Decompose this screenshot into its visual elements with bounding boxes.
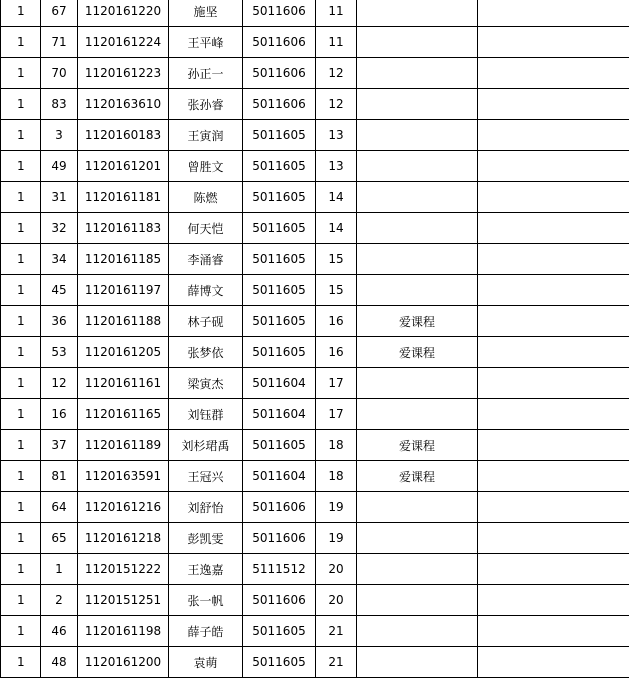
rank-cell: 16 <box>316 337 357 368</box>
extra-cell <box>478 58 629 89</box>
table-row <box>1 120 629 151</box>
rank-cell: 13 <box>316 151 357 182</box>
name-cell: 王冠兴 <box>169 461 243 492</box>
extra-cell <box>478 213 629 244</box>
note-cell <box>357 27 478 58</box>
extra-cell <box>478 585 629 616</box>
group-cell: 1 <box>1 58 41 89</box>
table-row <box>1 647 629 678</box>
class-cell: 5011606 <box>243 89 316 120</box>
group-cell: 1 <box>1 523 41 554</box>
student-id-cell: 1120160183 <box>78 120 169 151</box>
note-cell <box>357 0 478 27</box>
name-cell: 施坚 <box>169 0 243 27</box>
group-cell: 1 <box>1 461 41 492</box>
seq-cell: 83 <box>41 89 78 120</box>
seq-cell: 37 <box>41 430 78 461</box>
class-cell: 5011605 <box>243 151 316 182</box>
extra-cell <box>478 27 629 58</box>
student-id-cell: 1120161189 <box>78 430 169 461</box>
rank-cell: 19 <box>316 492 357 523</box>
name-cell: 刘钰群 <box>169 399 243 430</box>
name-cell: 何天恺 <box>169 213 243 244</box>
note-cell <box>357 368 478 399</box>
class-cell: 5011605 <box>243 244 316 275</box>
rank-cell: 21 <box>316 647 357 678</box>
rank-cell: 11 <box>316 0 357 27</box>
class-cell: 5011606 <box>243 27 316 58</box>
extra-cell <box>478 182 629 213</box>
extra-cell <box>478 492 629 523</box>
table-row <box>1 151 629 182</box>
seq-cell: 81 <box>41 461 78 492</box>
name-cell: 曾胜文 <box>169 151 243 182</box>
student-id-cell: 1120161183 <box>78 213 169 244</box>
rank-cell: 19 <box>316 523 357 554</box>
table-row <box>1 399 629 430</box>
student-id-cell: 1120161185 <box>78 244 169 275</box>
group-cell: 1 <box>1 275 41 306</box>
group-cell: 1 <box>1 213 41 244</box>
group-cell: 1 <box>1 492 41 523</box>
class-cell: 5011605 <box>243 337 316 368</box>
name-cell: 刘杉珺禹 <box>169 430 243 461</box>
extra-cell <box>478 368 629 399</box>
rank-cell: 20 <box>316 585 357 616</box>
student-id-cell: 1120161220 <box>78 0 169 27</box>
note-cell: 爱课程 <box>357 430 478 461</box>
seq-cell: 70 <box>41 58 78 89</box>
rank-cell: 12 <box>316 89 357 120</box>
class-cell: 5111512 <box>243 554 316 585</box>
note-cell <box>357 120 478 151</box>
class-cell: 5011606 <box>243 0 316 27</box>
rank-cell: 18 <box>316 430 357 461</box>
rank-cell: 13 <box>316 120 357 151</box>
name-cell: 彭凯雯 <box>169 523 243 554</box>
group-cell: 1 <box>1 647 41 678</box>
name-cell: 张一帆 <box>169 585 243 616</box>
group-cell: 1 <box>1 151 41 182</box>
seq-cell: 71 <box>41 27 78 58</box>
class-cell: 5011604 <box>243 461 316 492</box>
table-row <box>1 368 629 399</box>
name-cell: 王逸嘉 <box>169 554 243 585</box>
rank-cell: 14 <box>316 182 357 213</box>
note-cell <box>357 244 478 275</box>
student-id-cell: 1120161188 <box>78 306 169 337</box>
student-id-cell: 1120161224 <box>78 27 169 58</box>
seq-cell: 36 <box>41 306 78 337</box>
name-cell: 林子砚 <box>169 306 243 337</box>
seq-cell: 48 <box>41 647 78 678</box>
group-cell: 1 <box>1 0 41 27</box>
student-id-cell: 1120151251 <box>78 585 169 616</box>
student-id-cell: 1120163610 <box>78 89 169 120</box>
group-cell: 1 <box>1 368 41 399</box>
group-cell: 1 <box>1 27 41 58</box>
table-row <box>1 306 629 337</box>
seq-cell: 64 <box>41 492 78 523</box>
note-cell <box>357 492 478 523</box>
seq-cell: 31 <box>41 182 78 213</box>
student-id-cell: 1120163591 <box>78 461 169 492</box>
group-cell: 1 <box>1 337 41 368</box>
table-row <box>1 182 629 213</box>
name-cell: 刘舒怡 <box>169 492 243 523</box>
seq-cell: 1 <box>41 554 78 585</box>
group-cell: 1 <box>1 585 41 616</box>
class-cell: 5011604 <box>243 368 316 399</box>
rank-cell: 17 <box>316 368 357 399</box>
class-cell: 5011605 <box>243 213 316 244</box>
extra-cell <box>478 337 629 368</box>
note-cell <box>357 616 478 647</box>
class-cell: 5011604 <box>243 399 316 430</box>
extra-cell <box>478 647 629 678</box>
extra-cell <box>478 616 629 647</box>
extra-cell <box>478 89 629 120</box>
student-id-cell: 1120151222 <box>78 554 169 585</box>
rank-cell: 18 <box>316 461 357 492</box>
seq-cell: 46 <box>41 616 78 647</box>
extra-cell <box>478 120 629 151</box>
group-cell: 1 <box>1 430 41 461</box>
table-row <box>1 337 629 368</box>
class-cell: 5011606 <box>243 58 316 89</box>
name-cell: 梁寅杰 <box>169 368 243 399</box>
rank-cell: 17 <box>316 399 357 430</box>
extra-cell <box>478 306 629 337</box>
group-cell: 1 <box>1 120 41 151</box>
extra-cell <box>478 244 629 275</box>
class-cell: 5011605 <box>243 647 316 678</box>
seq-cell: 65 <box>41 523 78 554</box>
table-row <box>1 523 629 554</box>
note-cell: 爱课程 <box>357 337 478 368</box>
extra-cell <box>478 554 629 585</box>
seq-cell: 45 <box>41 275 78 306</box>
rank-cell: 21 <box>316 616 357 647</box>
student-id-cell: 1120161165 <box>78 399 169 430</box>
rank-cell: 15 <box>316 275 357 306</box>
extra-cell <box>478 275 629 306</box>
note-cell <box>357 399 478 430</box>
note-cell <box>357 585 478 616</box>
name-cell: 张孙睿 <box>169 89 243 120</box>
seq-cell: 34 <box>41 244 78 275</box>
table-row <box>1 585 629 616</box>
table-row <box>1 275 629 306</box>
class-cell: 5011606 <box>243 492 316 523</box>
name-cell: 王平峰 <box>169 27 243 58</box>
student-id-cell: 1120161218 <box>78 523 169 554</box>
name-cell: 袁萌 <box>169 647 243 678</box>
seq-cell: 53 <box>41 337 78 368</box>
note-cell <box>357 275 478 306</box>
rank-cell: 14 <box>316 213 357 244</box>
table-row <box>1 554 629 585</box>
seq-cell: 3 <box>41 120 78 151</box>
note-cell <box>357 213 478 244</box>
group-cell: 1 <box>1 182 41 213</box>
group-cell: 1 <box>1 616 41 647</box>
note-cell <box>357 89 478 120</box>
student-id-cell: 1120161200 <box>78 647 169 678</box>
group-cell: 1 <box>1 399 41 430</box>
table-body <box>1 0 629 678</box>
table-row <box>1 461 629 492</box>
rank-cell: 12 <box>316 58 357 89</box>
group-cell: 1 <box>1 244 41 275</box>
student-id-cell: 1120161181 <box>78 182 169 213</box>
seq-cell: 12 <box>41 368 78 399</box>
name-cell: 李涌睿 <box>169 244 243 275</box>
rank-cell: 20 <box>316 554 357 585</box>
rank-cell: 16 <box>316 306 357 337</box>
table-row <box>1 213 629 244</box>
name-cell: 陈燃 <box>169 182 243 213</box>
student-id-cell: 1120161161 <box>78 368 169 399</box>
table-row <box>1 616 629 647</box>
note-cell <box>357 647 478 678</box>
note-cell <box>357 523 478 554</box>
extra-cell <box>478 430 629 461</box>
table-row <box>1 492 629 523</box>
rank-cell: 11 <box>316 27 357 58</box>
note-cell <box>357 554 478 585</box>
note-cell <box>357 182 478 213</box>
class-cell: 5011605 <box>243 306 316 337</box>
table-row <box>1 244 629 275</box>
student-id-cell: 1120161197 <box>78 275 169 306</box>
class-cell: 5011605 <box>243 430 316 461</box>
seq-cell: 32 <box>41 213 78 244</box>
group-cell: 1 <box>1 306 41 337</box>
seq-cell: 49 <box>41 151 78 182</box>
group-cell: 1 <box>1 554 41 585</box>
name-cell: 张梦依 <box>169 337 243 368</box>
note-cell: 爱课程 <box>357 306 478 337</box>
table-row <box>1 27 629 58</box>
class-cell: 5011605 <box>243 275 316 306</box>
table-row <box>1 89 629 120</box>
student-id-cell: 1120161201 <box>78 151 169 182</box>
seq-cell: 2 <box>41 585 78 616</box>
table-row <box>1 58 629 89</box>
class-cell: 5011605 <box>243 616 316 647</box>
name-cell: 孙正一 <box>169 58 243 89</box>
extra-cell <box>478 0 629 27</box>
extra-cell <box>478 461 629 492</box>
note-cell <box>357 151 478 182</box>
name-cell: 薛博文 <box>169 275 243 306</box>
class-cell: 5011605 <box>243 182 316 213</box>
extra-cell <box>478 151 629 182</box>
seq-cell: 16 <box>41 399 78 430</box>
student-id-cell: 1120161198 <box>78 616 169 647</box>
student-id-cell: 1120161216 <box>78 492 169 523</box>
name-cell: 薛子皓 <box>169 616 243 647</box>
table-row <box>1 0 629 27</box>
extra-cell <box>478 399 629 430</box>
name-cell: 王寅润 <box>169 120 243 151</box>
table-row <box>1 430 629 461</box>
class-cell: 5011605 <box>243 120 316 151</box>
note-cell <box>357 58 478 89</box>
student-id-cell: 1120161205 <box>78 337 169 368</box>
note-cell: 爱课程 <box>357 461 478 492</box>
group-cell: 1 <box>1 89 41 120</box>
seq-cell: 67 <box>41 0 78 27</box>
student-id-cell: 1120161223 <box>78 58 169 89</box>
extra-cell <box>478 523 629 554</box>
rank-cell: 15 <box>316 244 357 275</box>
class-cell: 5011606 <box>243 523 316 554</box>
class-cell: 5011606 <box>243 585 316 616</box>
